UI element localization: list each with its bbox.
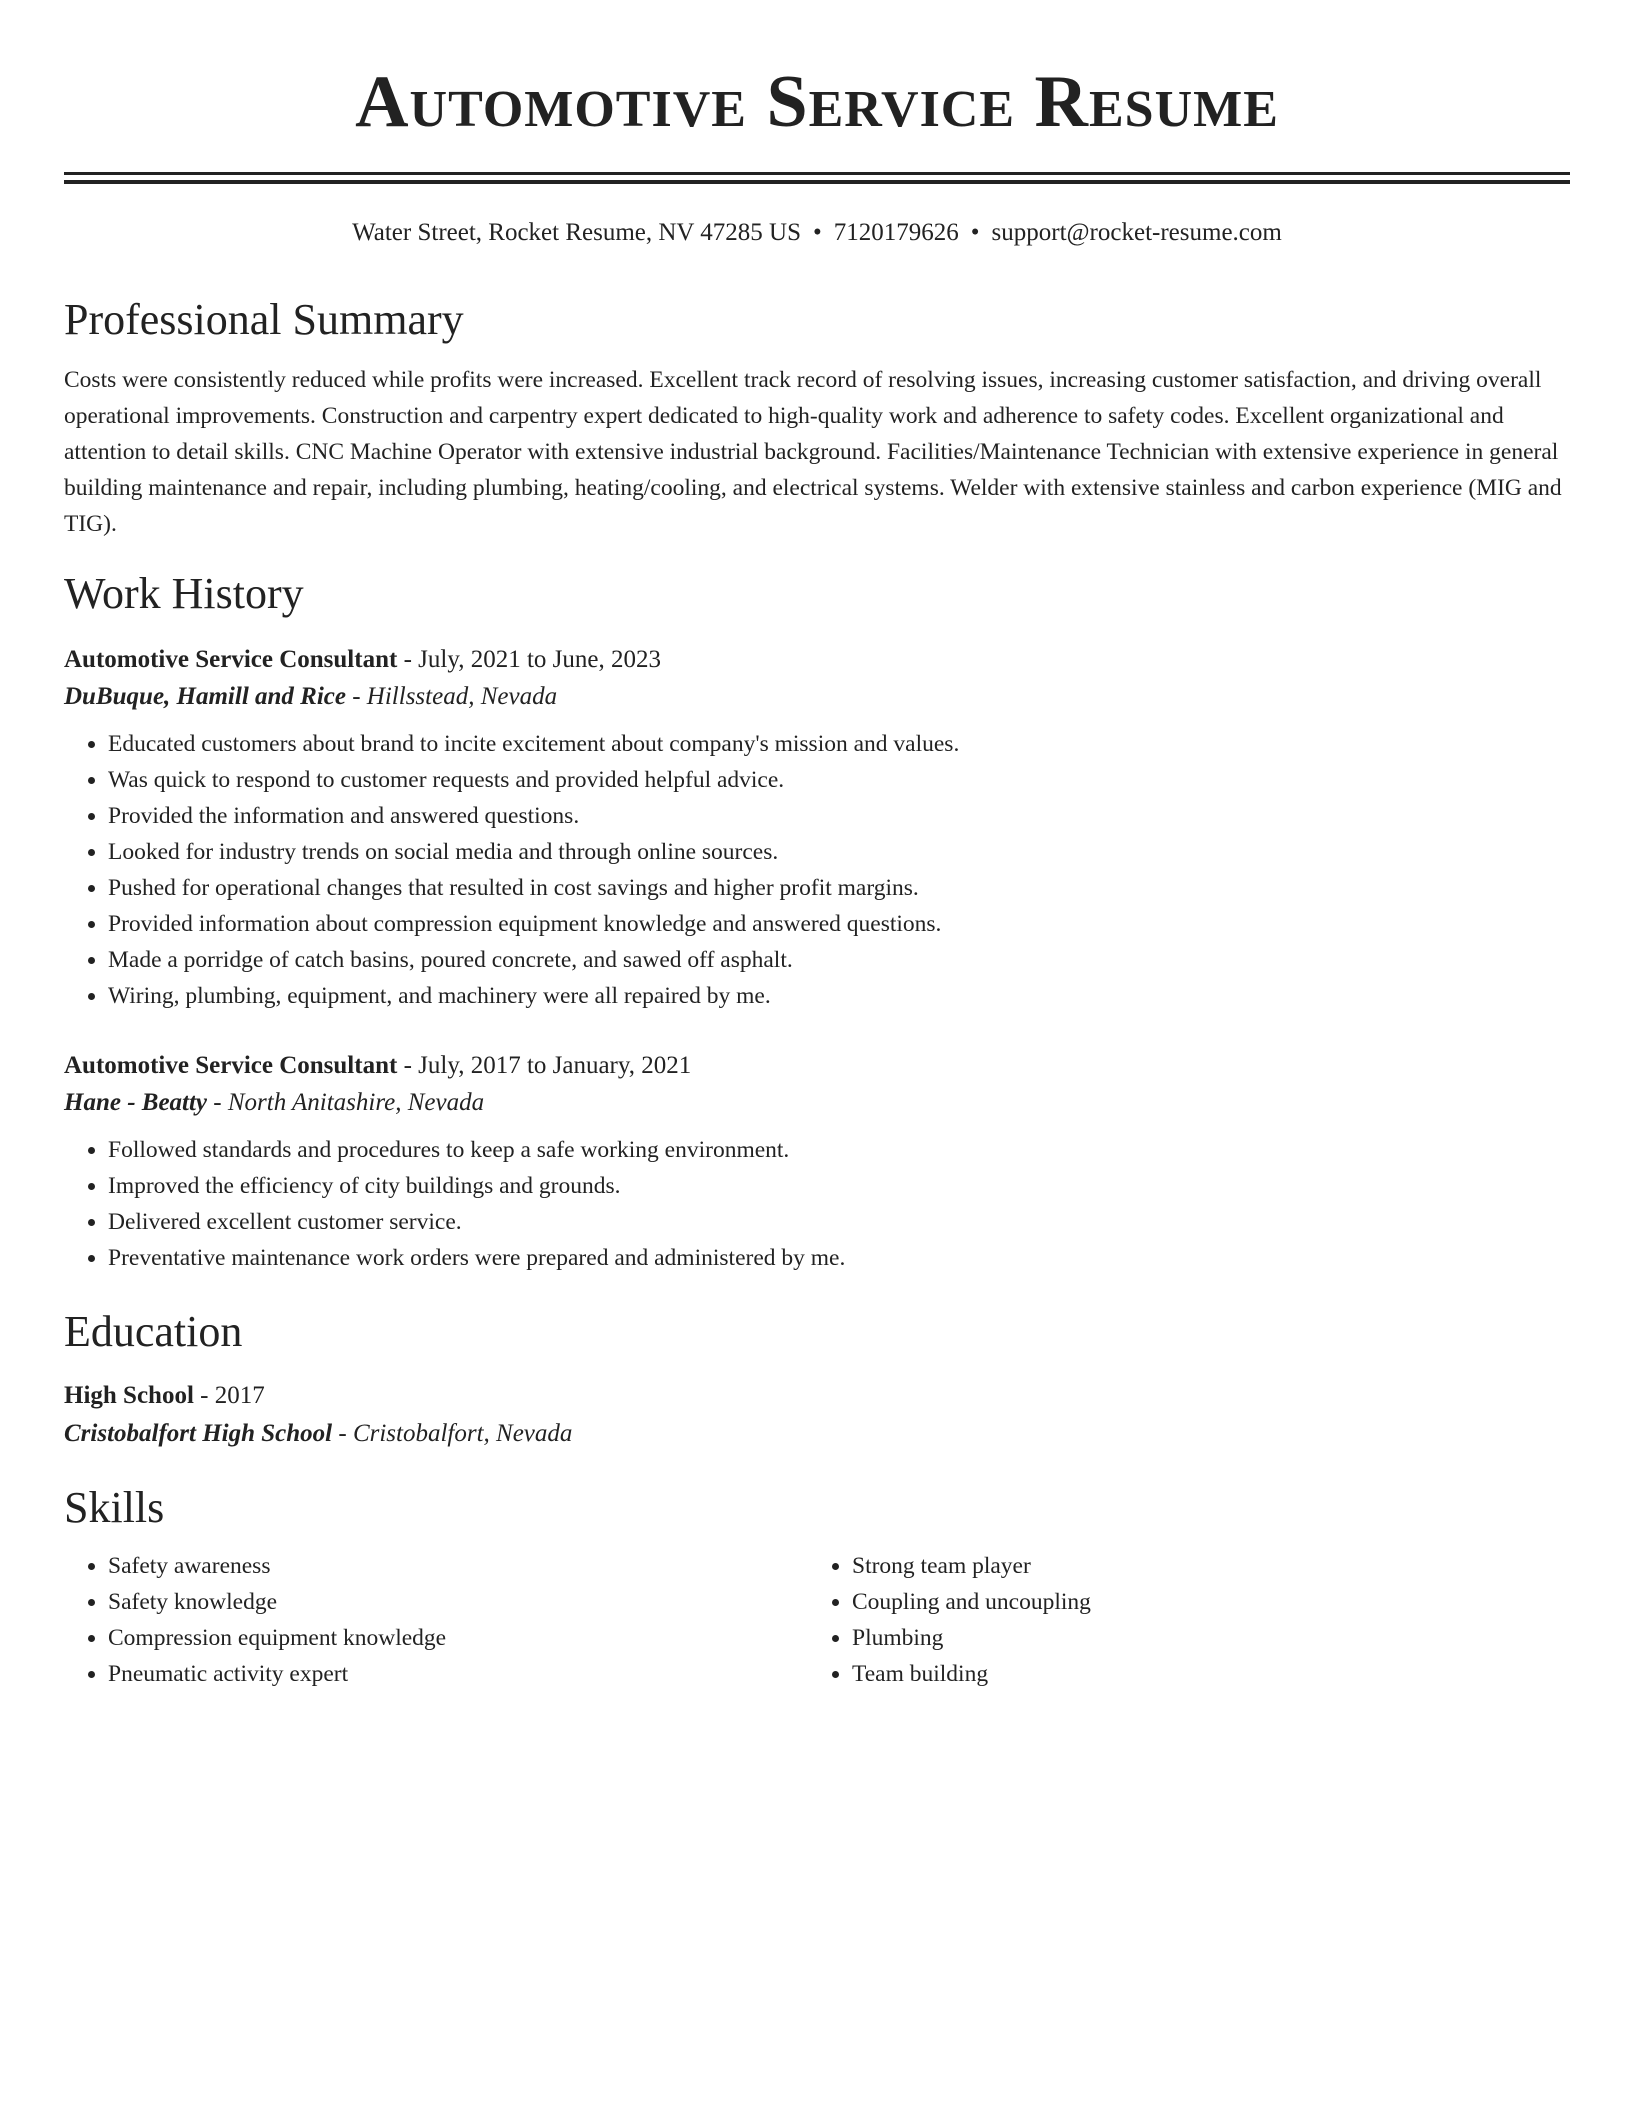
contact-address: Water Street, Rocket Resume, NV 47285 US [352, 219, 801, 246]
job-title: Automotive Service Consultant [64, 646, 398, 673]
resume-page [64, 0, 1570, 1692]
job-dates: - July, 2017 to January, 2021 [397, 1052, 692, 1079]
skill-item: • Safety knowledge [108, 1584, 808, 1620]
contact-email: support@rocket-resume.com [991, 219, 1282, 246]
job-bullet: • Provided the information and answered questions. [108, 798, 1570, 834]
job-bullet: • Improved the efficiency of city buildings and grounds. [108, 1168, 1570, 1204]
skill-item: • Plumbing [852, 1620, 1552, 1656]
title-rule-top [64, 172, 1570, 175]
education-degree-line [64, 1378, 1570, 1414]
job-dates: - July, 2021 to June, 2023 [397, 646, 661, 673]
job-bullet: • Followed standards and procedures to keep a safe working environment. [108, 1132, 1570, 1168]
skill-item: • Safety awareness [108, 1548, 808, 1584]
job-bullet: • Made a porridge of catch basins, poured concrete, and sawed off asphalt. [108, 942, 1570, 978]
skill-item: • Compression equipment knowledge [108, 1620, 808, 1656]
job-entry [64, 642, 1570, 1014]
job-bullet: • Preventative maintenance work orders were prepared and administered by me. [108, 1240, 1570, 1276]
skills-left-column [64, 1548, 808, 1692]
job-entry [64, 1048, 1570, 1276]
work-history-heading: Work History [64, 569, 304, 618]
skill-item: • Pneumatic activity expert [108, 1656, 808, 1692]
job-bullet: • Educated customers about brand to incite excitement about company's mission and values. [108, 726, 1570, 762]
summary-text: Costs were consistently reduced while profits were increased. Excellent track record of resolving issues, increasing customer satisfaction, and driving overall operational improvements. Construction and carpentry expert dedicated to high-quality work and adherence to safety codes. Excellent organizational and attention to detail skills. CNC Machine Operator with extensive industrial background. Facilities/Maintenance Technician with extensive experience in general building maintenance and repair, including plumbing, heating/cooling, and electrical systems. Welder with extensive stainless and carbon experience (MIG and TIG). [64, 367, 1562, 537]
skill-item: • Coupling and uncoupling [852, 1584, 1552, 1620]
skill-item: • Strong team player [852, 1548, 1552, 1584]
skills-heading: Skills [64, 1483, 165, 1532]
job-bullet: • Delivered excellent customer service. [108, 1204, 1570, 1240]
job-location: - Hillsstead, Nevada [345, 683, 558, 710]
education-heading: Education [64, 1307, 243, 1356]
job-company-line [64, 1084, 1570, 1122]
skills-right-column [808, 1548, 1552, 1692]
summary-heading: Professional Summary [64, 295, 464, 344]
skills-columns [64, 1548, 1570, 1692]
contact-line [64, 218, 1570, 248]
education-entry [64, 1378, 1570, 1454]
job-bullets [64, 726, 1570, 1014]
job-bullet: • Provided information about compression equipment knowledge and answered questions. [108, 906, 1570, 942]
contact-separator: • [813, 219, 822, 246]
job-company-line [64, 678, 1570, 716]
education-school-line [64, 1414, 1570, 1454]
job-company: Hane - Beatty [64, 1089, 208, 1116]
resume-title: Automotive Service Resume [355, 61, 1279, 143]
title-rule-bottom [64, 180, 1570, 184]
education-degree: High School [64, 1382, 194, 1409]
education-school: Cristobalfort High School [64, 1420, 333, 1447]
job-bullets [64, 1132, 1570, 1276]
skill-item: • Team building [852, 1656, 1552, 1692]
education-year: - 2017 [193, 1382, 265, 1409]
education-location: - Cristobalfort, Nevada [332, 1420, 573, 1447]
job-bullet: • Pushed for operational changes that resulted in cost savings and higher profit margins. [108, 870, 1570, 906]
job-bullet: • Looked for industry trends on social media and through online sources. [108, 834, 1570, 870]
job-title: Automotive Service Consultant [64, 1052, 398, 1079]
job-location: - North Anitashire, Nevada [207, 1089, 485, 1116]
contact-phone: 7120179626 [833, 219, 959, 246]
job-bullet: • Wiring, plumbing, equipment, and machinery were all repaired by me. [108, 978, 1570, 1014]
job-company: DuBuque, Hamill and Rice [64, 683, 346, 710]
job-title-line [64, 1048, 1570, 1084]
job-title-line [64, 642, 1570, 678]
job-bullet: • Was quick to respond to customer requests and provided helpful advice. [108, 762, 1570, 798]
contact-separator: • [970, 219, 980, 246]
